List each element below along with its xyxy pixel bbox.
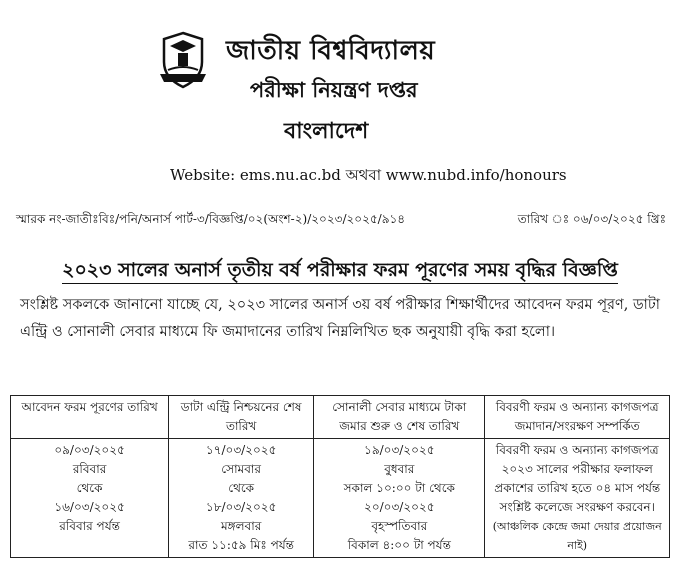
memo-line — [16, 211, 666, 231]
sonali-seba-cell: ১৯/০৩/২০২৫ বুধবার সকাল ১০:০০ টা থেকে ২০/০৩/২০২৫ বৃহস্পতিবার বিকাল ৪:০০ টা পর্যন্ত — [314, 439, 485, 558]
country-name: বাংলাদেশ — [284, 118, 369, 144]
table-header: বিবরণী ফরম ও অন্যান্য কাগজপত্র জমাদান/সংরক্ষণ সম্পর্কিত — [485, 396, 670, 439]
table-header: আবেদন ফরম পূরণের তারিখ — [11, 396, 169, 439]
data-entry-cell: ১৭/০৩/২০২৫ সোমবার থেকে ১৮/০৩/২০২৫ মঙ্গলবার রাত ১১:৫৯ মিঃ পর্যন্ত — [169, 439, 314, 558]
form-fillup-cell: ০৯/০৩/২০২৫ রবিবার থেকে ১৬/০৩/২০২৫ রবিবার পর্যন্ত — [11, 439, 169, 558]
office-name: পরীক্ষা নিয়ন্ত্রণ দপ্তর — [250, 77, 418, 102]
table-row — [11, 439, 670, 558]
schedule-table — [10, 395, 670, 558]
table-header: ডাটা এন্ট্রি নিশ্চয়নের শেষ তারিখ — [169, 396, 314, 439]
documents-cell: বিবরণী ফরম ও অন্যান্য কাগজপত্র ২০২৩ সালের পরীক্ষার ফলাফল প্রকাশের তারিখ হতে ০৪ মাস পর্যন্ত সংশ্লিষ্ট কলেজে সংরক্ষণ করবেন। (আঞ্চলিক কেন্দ্রে জমা দেয়ার প্রয়োজন নাই) — [485, 439, 670, 558]
notice-body: সংশ্লিষ্ট সকলকে জানানো যাচ্ছে যে, ২০২৩ সালের অনার্স ৩য় বর্ষ পরীক্ষার শিক্ষার্থীদের আবেদন ফরম পূরণ, ডাটা এন্ট্রি ও সোনালী সেবার মাধ্যমে ফি জমাদানের তারিখ নিম্নলিখিত ছক অনুযায়ী বৃদ্ধি করা হলো। — [20, 297, 660, 340]
university-name: জাতীয় বিশ্ববিদ্যালয় — [226, 36, 436, 66]
memo-reference: স্মারক নং-জাতীঃবিঃ/পনি/অনার্স পার্ট-৩/বিজ্ঞপ্তি/০২(অংশ-২)/২০২৩/২০২৫/৯১৪ — [16, 212, 406, 226]
table-header-row — [11, 396, 670, 439]
table-header: সোনালী সেবার মাধ্যমে টাকা জমার শুরু ও শেষ তারিখ — [314, 396, 485, 439]
memo-date: তারিখ ঃ ০৬/০৩/২০২৫ খ্রিঃ — [517, 212, 666, 226]
notice-title: ২০২৩ সালের অনার্স তৃতীয় বর্ষ পরীক্ষার ফরম পূরণের সময় বৃদ্ধির বিজ্ঞপ্তি — [10, 256, 670, 288]
university-logo-icon — [156, 30, 210, 90]
website-line: Website: ems.nu.ac.bd অথবা www.nubd.info/honours — [170, 166, 567, 184]
